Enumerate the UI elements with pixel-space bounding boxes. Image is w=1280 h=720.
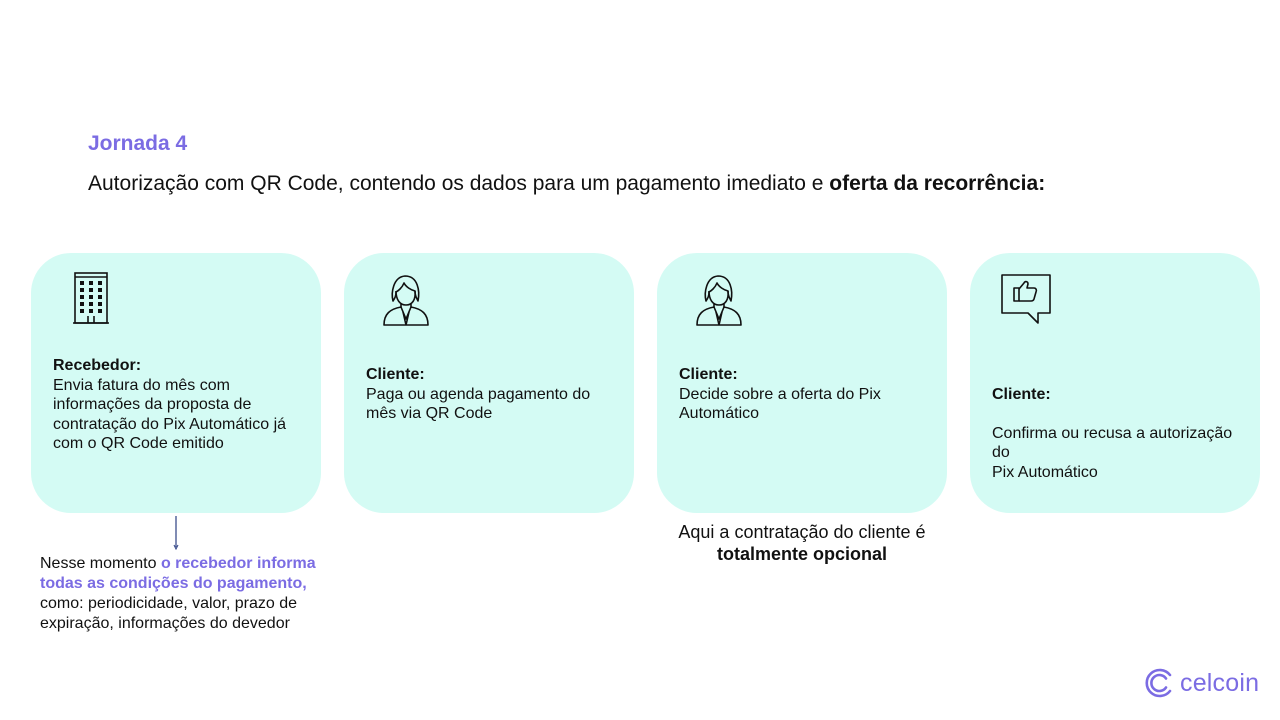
step-description: Paga ou agenda pagamento do mês via QR Code (366, 385, 591, 422)
step-card-cliente-confirma (970, 253, 1260, 513)
step-card-recebedor (31, 253, 321, 513)
step-role: Cliente: (992, 385, 1051, 403)
step-card-cliente-paga (344, 253, 634, 513)
celcoin-logo (1143, 665, 1259, 701)
note-highlight: o recebedor informa todas as condições do pagamento, (40, 555, 316, 592)
celcoin-logo-icon (1143, 666, 1177, 700)
step-text (53, 356, 308, 454)
step-card-cliente-decide (657, 253, 947, 513)
brand-name: celcoin (1180, 668, 1260, 697)
optional-emphasis: totalmente opcional (716, 544, 887, 564)
headline-emphasis: oferta da recorrência: (829, 172, 1046, 195)
building-icon (59, 267, 123, 331)
recebedor-note (40, 554, 320, 634)
step-text (679, 365, 929, 424)
step-description: Envia fatura do mês com informações da proposta de contratação do Pix Automático já com o QR Code emitido (53, 376, 287, 452)
journey-title: Jornada 4 (88, 132, 188, 155)
note-prefix: Nesse momento (40, 555, 161, 572)
woman-avatar-icon (687, 267, 751, 331)
step-role: Recebedor: (53, 357, 142, 374)
step-role: Cliente: (366, 366, 425, 383)
journey-headline (88, 172, 1045, 196)
step-text (366, 365, 616, 424)
connector-arrow (172, 516, 182, 550)
optional-line: Aqui a contratação do cliente é (678, 522, 926, 542)
step-role: Cliente: (679, 366, 738, 383)
step-text (992, 365, 1242, 502)
note-suffix: como: periodicidade, valor, prazo de expiração, informações do devedor (40, 595, 298, 632)
optional-note (657, 521, 947, 565)
woman-avatar-icon (374, 267, 438, 331)
thumbs-up-chat-icon (996, 271, 1060, 335)
headline-text: Autorização com QR Code, contendo os dados para um pagamento imediato e (88, 172, 830, 195)
step-description: Decide sobre a oferta do Pix Automático (679, 385, 881, 422)
step-description: Confirma ou recusa a autorização do Pix Automático (992, 424, 1233, 481)
